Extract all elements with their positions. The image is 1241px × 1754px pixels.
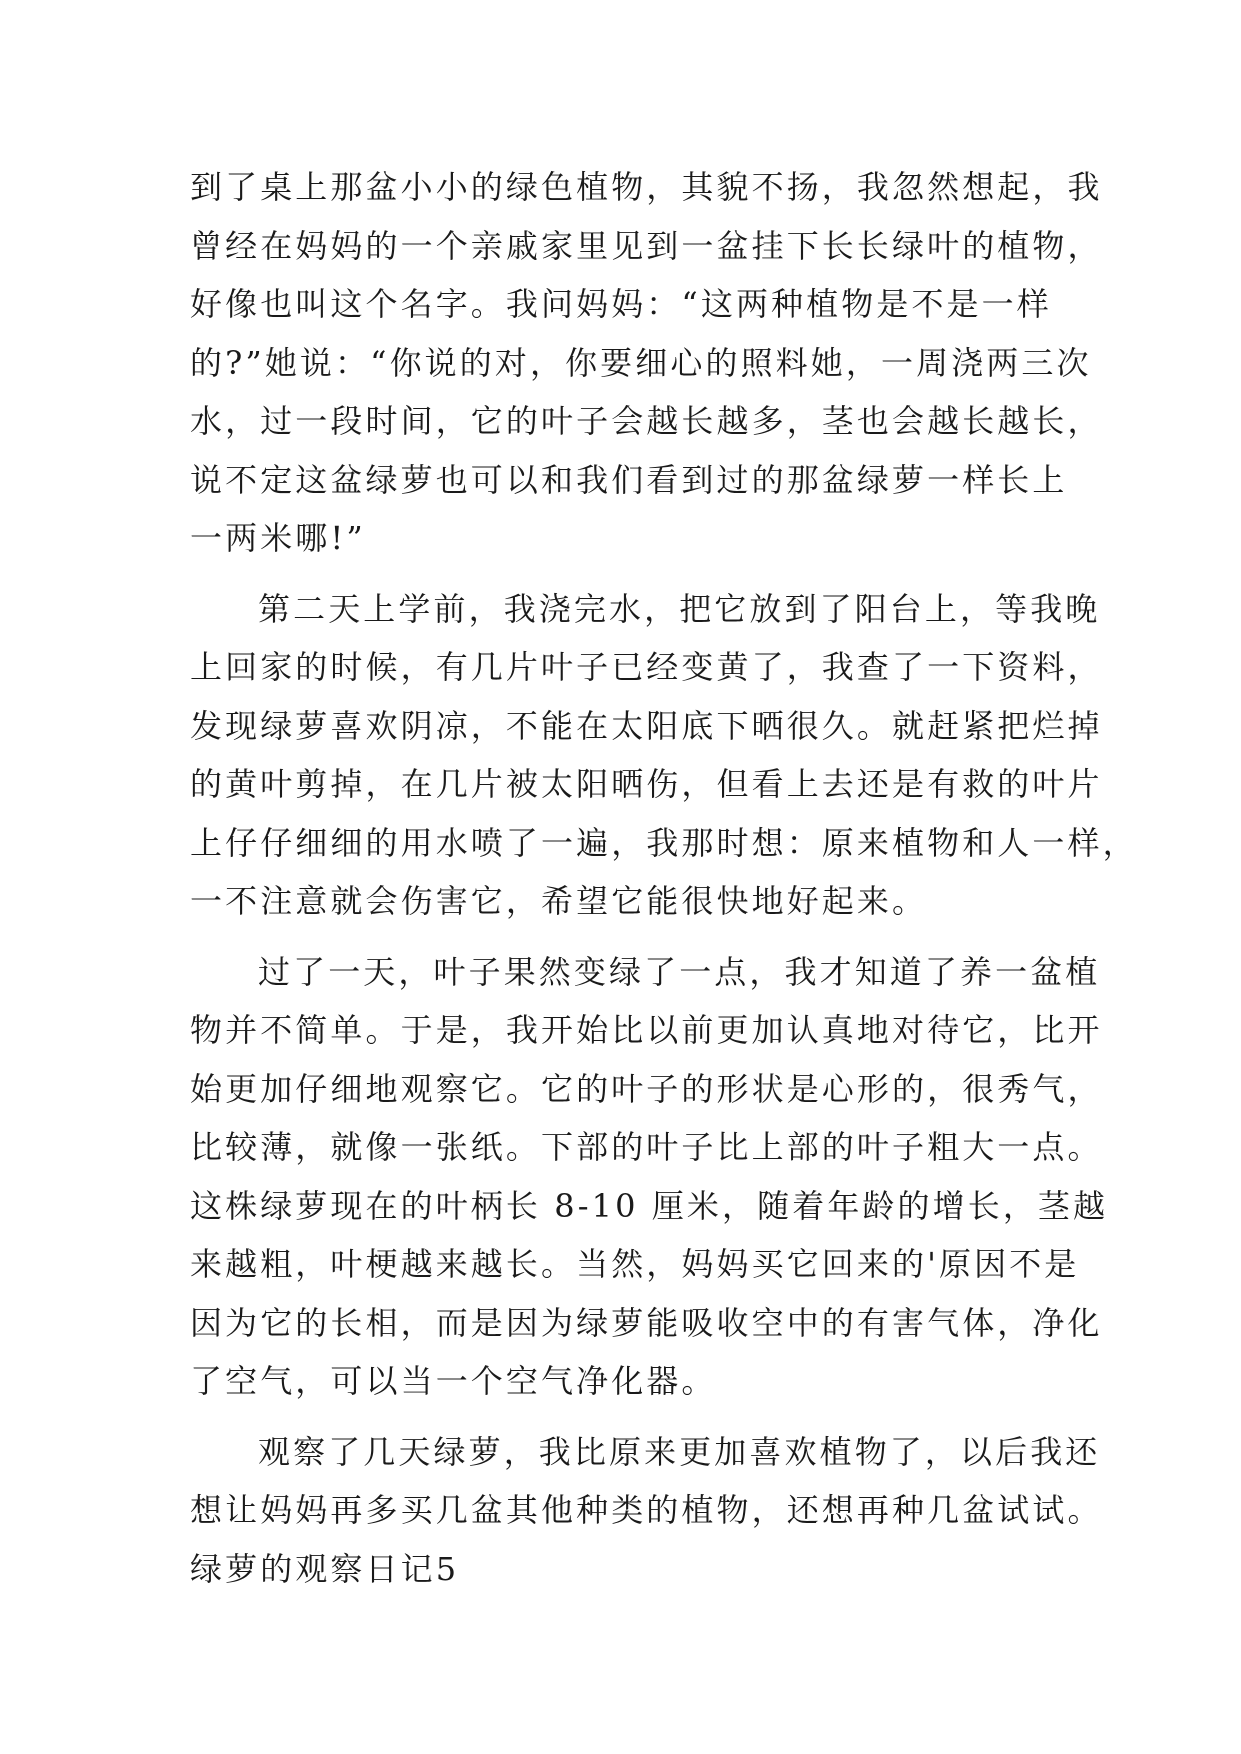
text-line: 上仔仔细细的用水喷了一遍，我那时想：原来植物和人一样， <box>190 823 1138 862</box>
text-line: 水，过一段时间，它的叶子会越长越多，茎也会越长越长， <box>190 402 1103 440</box>
text-line: 到了桌上那盆小小的绿色植物，其貌不扬，我忽然想起，我 <box>190 168 1103 206</box>
text-line: 的黄叶剪掉，在几片被太阳晒伤，但看上去还是有救的叶片 <box>190 765 1103 803</box>
text-line: 想让妈妈再多买几盆其他种类的植物，还想再种几盆试试。 <box>190 1491 1103 1529</box>
text-line: 了空气，可以当一个空气净化器。 <box>190 1362 717 1400</box>
text-line: 第二天上学前，我浇完水，把它放到了阳台上，等我晚 <box>258 589 1101 628</box>
document-body <box>190 158 1138 1598</box>
text-line: 好像也叫这个名字。我问妈妈：“这两种植物是不是一样 <box>190 285 1052 323</box>
text-line: 一不注意就会伤害它，希望它能很快地好起来。 <box>190 882 928 920</box>
text-line: 一两米哪!” <box>190 519 366 557</box>
section-heading: 绿萝的观察日记5 <box>190 1549 460 1588</box>
text-line: 因为它的长相，而是因为绿萝能吸收空中的有害气体，净化 <box>190 1303 1103 1342</box>
text-line: 的?”她说：“你说的对，你要细心的照料她，一周浇两三次 <box>190 343 1092 382</box>
text-line: 比较薄，就像一张纸。下部的叶子比上部的叶子粗大一点。 <box>190 1128 1103 1166</box>
paragraph-2 <box>190 580 1138 931</box>
text-line: 说不定这盆绿萝也可以和我们看到过的那盆绿萝一样长上 <box>190 460 1068 499</box>
text-line: 来越粗，叶梗越来越长。当然，妈妈买它回来的'原因不是 <box>190 1245 1080 1283</box>
text-line: 发现绿萝喜欢阴凉，不能在太阳底下晒很久。就赶紧把烂掉 <box>190 706 1103 745</box>
text-line: 观察了几天绿萝，我比原来更加喜欢植物了，以后我还 <box>258 1432 1101 1471</box>
paragraph-1 <box>190 158 1103 568</box>
text-line: 过了一天，叶子果然变绿了一点，我才知道了养一盆植 <box>258 952 1101 991</box>
text-line: 曾经在妈妈的一个亲戚家里见到一盆挂下长长绿叶的植物， <box>190 226 1103 265</box>
text-line: 始更加仔细地观察它。它的叶子的形状是心形的，很秀气， <box>190 1069 1103 1108</box>
text-line: 物并不简单。于是，我开始比以前更加认真地对待它，比开 <box>190 1011 1103 1049</box>
text-line: 上回家的时候，有几片叶子已经变黄了，我查了一下资料， <box>190 648 1103 686</box>
text-line: 这株绿萝现在的叶柄长 8-10 厘米，随着年龄的增长，茎越 <box>190 1186 1109 1225</box>
paragraph-3 <box>190 943 1109 1411</box>
paragraph-4 <box>190 1423 1103 1540</box>
